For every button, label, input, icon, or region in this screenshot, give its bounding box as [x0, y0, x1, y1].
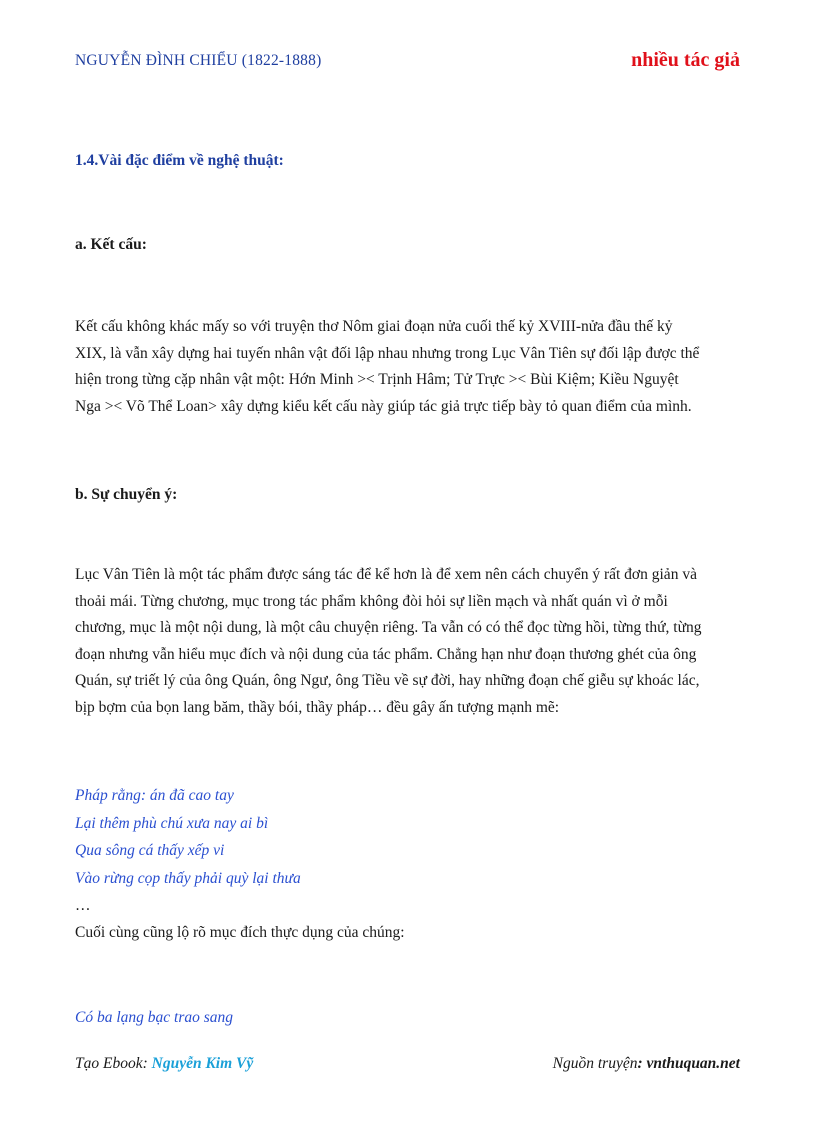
- paragraph-line: chương, mục là một nội dung, là một câu chuyện riêng. Ta vẫn có có thể đọc từng hồi, từng thứ, từng: [75, 619, 702, 636]
- paragraph-structure: [75, 314, 745, 420]
- verse-line: Có ba lạng bạc trao sang: [75, 1009, 234, 1026]
- paragraph-line: bịp bợm của bọn lang băm, thầy bói, thầy pháp… đều gây ấn tượng mạnh mẽ:: [75, 698, 560, 716]
- verse-quote-2: [75, 1004, 233, 1032]
- verse-line: Vào rừng cọp thấy phải quỳ lại thưa: [75, 869, 301, 887]
- footer-source-credit: [553, 1055, 740, 1073]
- footer-separator: :: [142, 1055, 152, 1072]
- paragraph-line: Quán, sự triết lý của ông Quán, ông Ngư, ông Tiều về sự đời, hay những đoạn chế giễu sự khoác lác,: [75, 672, 700, 689]
- paragraph-line: thoải mái. Từng chương, mục trong tác phẩm không đòi hỏi sự liền mạch và nhất quán vì ở mỗi: [75, 592, 668, 610]
- verse-line: Lại thêm phù chú xưa nay ai bì: [75, 814, 269, 832]
- paragraph-transition: [75, 562, 745, 721]
- footer-ebook-credit: [75, 1055, 253, 1073]
- footer-source-site: vnthuquan.net: [646, 1055, 740, 1072]
- footer-ebook-label: Tạo Ebook: [75, 1055, 143, 1072]
- header-title: NGUYỄN ĐÌNH CHIỂU (1822-1888): [75, 52, 322, 69]
- footer-source-label: Nguồn truyện: [552, 1055, 638, 1072]
- transition-sentence: Cuối cùng cũng lộ rõ mục đích thực dụng của chúng:: [75, 924, 405, 941]
- verse-line: Qua sông cá thấy xếp vi: [75, 842, 225, 859]
- verse-quote-1: [75, 782, 301, 892]
- paragraph-line: Nga >< Võ Thể Loan> xây dựng kiểu kết cấu này giúp tác giả trực tiếp bày tỏ quan điểm của mình.: [75, 397, 692, 415]
- ellipsis: …: [75, 897, 91, 914]
- paragraph-line: Kết cấu không khác mấy so với truyện thơ Nôm giai đoạn nửa cuối thế kỷ XVIII-nửa đầu thế kỷ: [75, 318, 673, 335]
- footer-separator: :: [637, 1055, 647, 1072]
- paragraph-line: XIX, là vẫn xây dựng hai tuyến nhân vật đối lập nhau nhưng trong Lục Vân Tiên sự đối lập được thể: [75, 344, 700, 362]
- header-author: nhiều tác giả: [631, 49, 740, 71]
- subheading-structure: a. Kết cấu:: [75, 236, 147, 253]
- paragraph-line: Lục Vân Tiên là một tác phẩm được sáng tác để kể hơn là để xem nên cách chuyển ý rất đơn giản và: [75, 566, 697, 583]
- subheading-transition: b. Sự chuyển ý:: [75, 486, 178, 503]
- paragraph-line: hiện trong từng cặp nhân vật một: Hớn Minh >< Trịnh Hâm; Tử Trực >< Bùi Kiệm; Kiều Nguyệt: [75, 371, 679, 388]
- footer-ebook-author: Nguyễn Kim Vỹ: [151, 1055, 254, 1072]
- section-title: 1.4.Vài đặc điểm về nghệ thuật:: [75, 152, 284, 169]
- verse-line: Pháp rằng: án đã cao tay: [75, 787, 234, 804]
- paragraph-line: đoạn nhưng vẫn hiểu mục đích và nội dung của tác phẩm. Chẳng hạn như đoạn thương ghét của ông: [75, 645, 697, 663]
